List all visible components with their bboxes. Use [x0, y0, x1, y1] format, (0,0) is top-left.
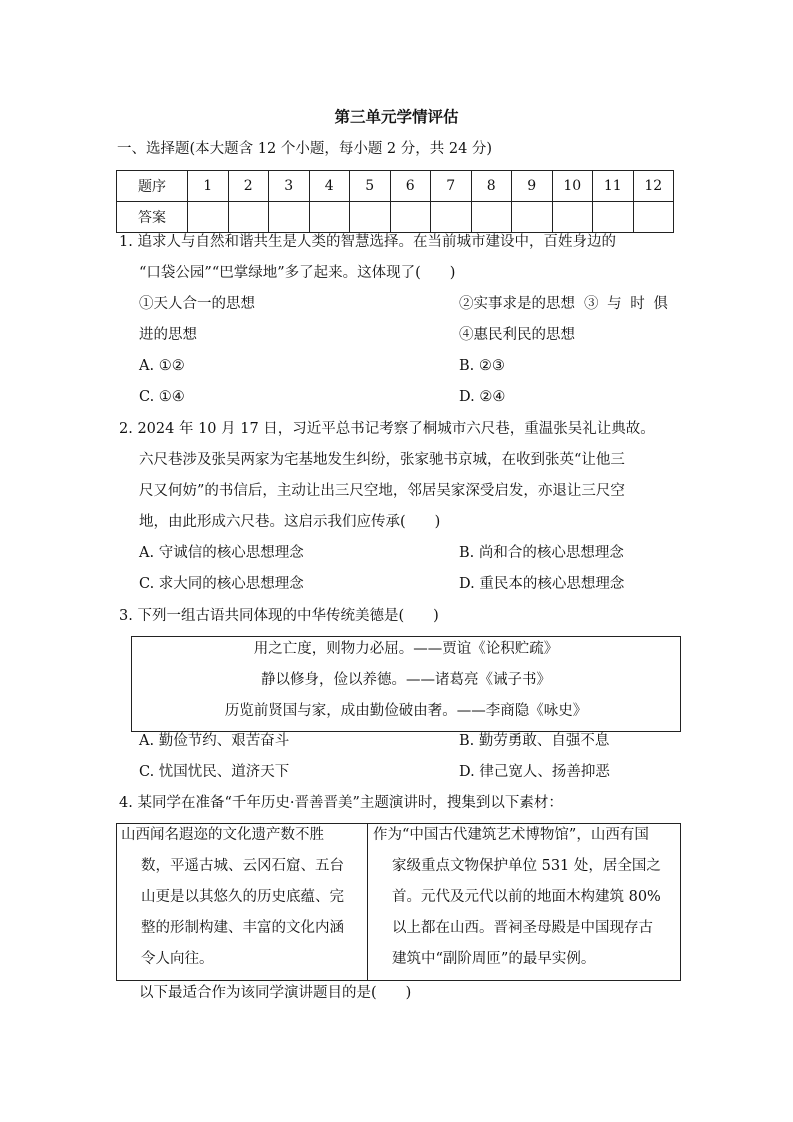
q2-stem-line-1: 2. 2024 年 10 月 17 日，习近平总书记考察了桐城市六尺巷，重温张吴礼让典故。 — [119, 421, 655, 437]
answer-table-header-label: 题序 — [117, 171, 188, 202]
q4-followup: 以下最适合作为该同学演讲题目的是( ) — [139, 985, 412, 1001]
q4-right-line-3: 首。元代及元代以前的地面木构建筑 80% — [392, 889, 661, 905]
q3-option-d[interactable]: D. 律己宽人、扬善抑恶 — [459, 764, 610, 780]
answer-number-4: 4 — [309, 171, 350, 202]
q4-material-table — [116, 823, 681, 981]
q2-option-b[interactable]: B. 尚和合的核心思想理念 — [459, 545, 624, 561]
answer-number-3: 3 — [269, 171, 310, 202]
answer-cell-8[interactable] — [471, 202, 512, 233]
answer-number-2: 2 — [228, 171, 269, 202]
answer-cell-2[interactable] — [228, 202, 269, 233]
q4-left-line-4: 整的形制构建、丰富的文化内涵 — [141, 920, 344, 936]
answer-cell-4[interactable] — [309, 202, 350, 233]
q4-left-line-2: 数，平遥古城、云冈石窟、五台 — [141, 858, 344, 874]
answer-cell-1[interactable] — [188, 202, 229, 233]
answer-number-6: 6 — [390, 171, 431, 202]
answer-number-12: 12 — [633, 171, 674, 202]
q2-option-a[interactable]: A. 守诚信的核心思想理念 — [139, 545, 304, 561]
q1-statement-3b: 进的思想 — [139, 327, 197, 343]
q1-option-a[interactable]: A. ①② — [139, 358, 185, 374]
q4-right-line-1: 作为“中国古代建筑艺术博物馆”，山西有国 — [373, 827, 649, 843]
answer-cell-3[interactable] — [269, 202, 310, 233]
q2-option-d[interactable]: D. 重民本的核心思想理念 — [459, 576, 625, 592]
answer-table-header-row — [117, 171, 674, 202]
q4-left-line-3: 山更是以其悠久的历史底蕴、完 — [141, 889, 344, 905]
q2-stem-line-3: 尺又何妨”的书信后，主动让出三尺空地，邻居吴家深受启发，亦退让三尺空 — [139, 483, 625, 499]
answer-table — [116, 170, 674, 233]
answer-number-5: 5 — [350, 171, 391, 202]
answer-table-answer-row — [117, 202, 674, 233]
answer-table-answer-label: 答案 — [117, 202, 188, 233]
answer-number-8: 8 — [471, 171, 512, 202]
q1-statement-4: ④惠民利民的思想 — [459, 327, 575, 343]
q4-stem: 4. 某同学在准备“千年历史·晋善晋美”主题演讲时，搜集到以下素材： — [119, 795, 563, 811]
answer-cell-10[interactable] — [552, 202, 593, 233]
answer-cell-11[interactable] — [593, 202, 634, 233]
answer-number-10: 10 — [552, 171, 593, 202]
answer-cell-6[interactable] — [390, 202, 431, 233]
answer-cell-12[interactable] — [633, 202, 674, 233]
q4-right-line-4: 以上都在山西。晋祠圣母殿是中国现存古 — [392, 920, 653, 936]
q3-quote-1: 用之亡度，则物力必屈。——贾谊《论积贮疏》 — [253, 641, 559, 657]
q4-right-line-5: 建筑中“副阶周匝”的最早实例。 — [392, 951, 596, 967]
q4-right-line-2: 家级重点文物保护单位 531 处，居全国之 — [392, 858, 661, 874]
answer-cell-5[interactable] — [350, 202, 391, 233]
q3-option-a[interactable]: A. 勤俭节约、艰苦奋斗 — [139, 733, 290, 749]
answer-number-11: 11 — [593, 171, 634, 202]
answer-number-7: 7 — [431, 171, 472, 202]
q1-option-b[interactable]: B. ②③ — [459, 358, 505, 374]
page-title: 第三单元学情评估 — [334, 107, 459, 126]
q3-quote-box — [131, 636, 681, 732]
q1-option-d[interactable]: D. ②④ — [459, 389, 506, 405]
q4-left-line-5: 令人向往。 — [141, 951, 214, 967]
q3-option-b[interactable]: B. 勤劳勇敢、自强不息 — [459, 733, 610, 749]
q3-quote-2: 静以修身，俭以养德。——诸葛亮《诫子书》 — [261, 672, 551, 688]
q3-option-c[interactable]: C. 忧国忧民、道济天下 — [139, 764, 290, 780]
q2-option-c[interactable]: C. 求大同的核心思想理念 — [139, 576, 304, 592]
q1-option-c[interactable]: C. ①④ — [139, 389, 185, 405]
q1-stem-line-1: 1. 追求人与自然和谐共生是人类的智慧选择。在当前城市建设中，百姓身边的 — [119, 234, 616, 250]
answer-number-9: 9 — [512, 171, 553, 202]
answer-cell-7[interactable] — [431, 202, 472, 233]
section-heading: 一、选择题(本大题含 12 个小题，每小题 2 分，共 24 分) — [117, 141, 493, 157]
q3-quote-3: 历览前贤国与家，成由勤俭破由奢。——李商隐《咏史》 — [224, 703, 588, 719]
q1-statement-3a: ③ 与 时 俱 — [584, 296, 668, 312]
q4-left-line-1: 山西闻名遐迩的文化遗产数不胜 — [121, 827, 324, 843]
answer-number-1: 1 — [188, 171, 229, 202]
answer-cell-9[interactable] — [512, 202, 553, 233]
q1-statement-1: ①天人合一的思想 — [139, 296, 255, 312]
q4-material-divider — [367, 824, 368, 980]
q2-stem-line-2: 六尺巷涉及张吴两家为宅基地发生纠纷，张家驰书京城，在收到张英“让他三 — [139, 452, 625, 468]
q1-stem-line-2: “口袋公园”“巴掌绿地”多了起来。这体现了( ) — [139, 265, 456, 281]
q1-statement-2: ②实事求是的思想 — [459, 296, 575, 312]
q2-stem-line-4: 地，由此形成六尺巷。这启示我们应传承( ) — [139, 514, 441, 530]
q3-stem: 3. 下列一组古语共同体现的中华传统美德是( ) — [119, 608, 439, 624]
